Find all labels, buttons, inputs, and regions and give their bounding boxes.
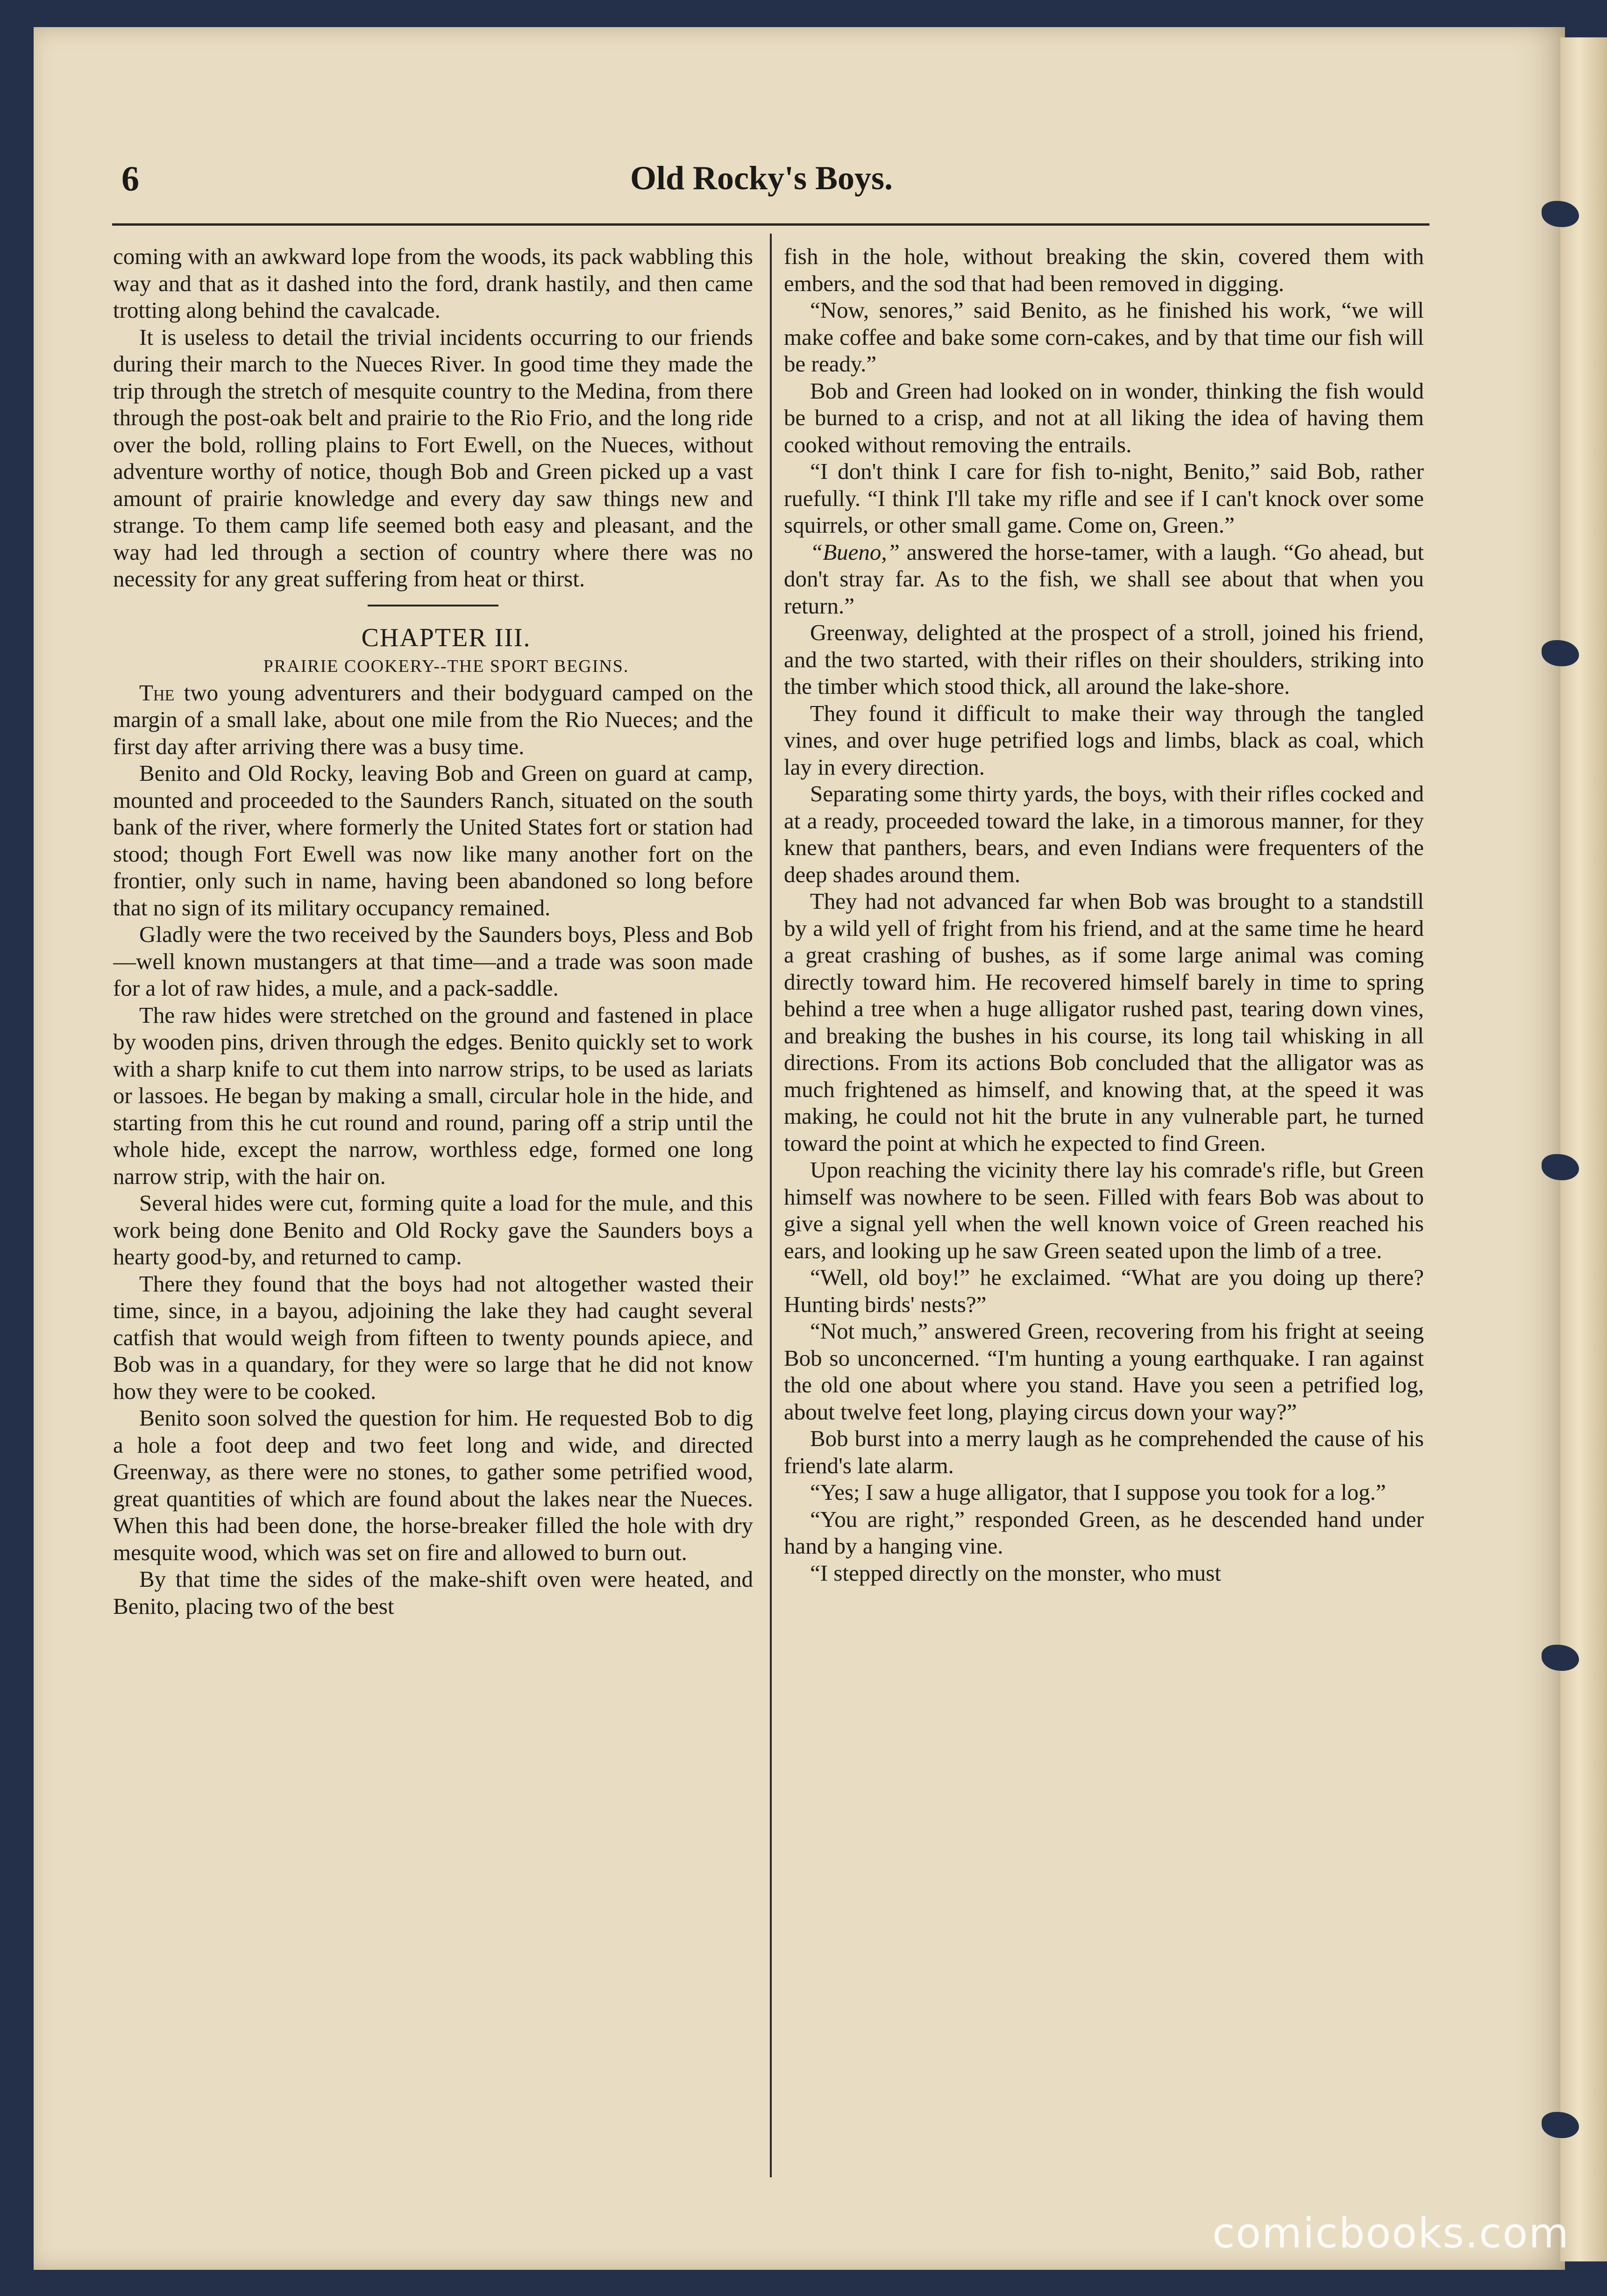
- paragraph: Benito soon solved the question for him. He requested Bob to dig a hole a foot deep and two feet long and wide, and directed Greenway, as there were no stones, to gather some petrified wood, great quantities of which are found about the lakes near the Nueces. When this had been done, the horse-breaker filled the hole with dry mesquite wood, which was set on fire and allowed to burn out.: [113, 1405, 753, 1565]
- paragraph: Several hides were cut, forming quite a load for the mule, and this work being done Benito and Old Rocky gave the Saunders boys a hearty good-by, and returned to camp.: [113, 1190, 753, 1269]
- paragraph: “Well, old boy!” he exclaimed. “What are you doing up there? Hunting birds' nests?”: [784, 1264, 1424, 1317]
- adjacent-page-edge: [1560, 37, 1607, 2261]
- paragraph: Separating some thirty yards, the boys, with their rifles cocked and at a ready, proceeded toward the lake, in a timorous manner, for they knew that panthers, bears, and even Indians were frequenters of the deep shades around them.: [784, 781, 1424, 887]
- paragraph: Bob and Green had looked on in wonder, thinking the fish would be burned to a crisp, and not at all liking the idea of having them cooked without removing the entrails.: [784, 378, 1424, 457]
- paragraph: “Yes; I saw a huge alligator, that I suppose you took for a log.”: [810, 1479, 1386, 1505]
- paragraph: “I don't think I care for fish to-night, Benito,” said Bob, rather ruefully. “I think I'll take my rifle and see if I can't knock over some squirrels, or other small game. Come on, Green.”: [784, 458, 1424, 538]
- section-break-rule: [368, 605, 498, 606]
- chapter-title: CHAPTER III.: [361, 623, 531, 652]
- paragraph: They found it difficult to make their way through the tangled vines, and over huge petrified logs and limbs, black as coal, which lay in every direction.: [784, 700, 1424, 780]
- paragraph: They had not advanced far when Bob was brought to a standstill by a wild yell of fright from his friend, and at the same time he heard a great crashing of bushes, as if some large animal was coming directly toward him. He recovered himself barely in time to spring behind a tree when a huge alligator rushed past, tearing down vines, and breaking the bushes in his course, its long tail whisking in all directions. From its actions Bob concluded that the alligator was as much frightened as himself, and knowing that, at the speed it was making, he could not hit the brute in any vulnerable part, he turned toward the point at which he expected to find Green.: [784, 888, 1424, 1156]
- paragraph: Upon reaching the vicinity there lay his comrade's rifle, but Green himself was nowhere to be seen. Filled with fears Bob was about to give a signal yell when the well known voice of Green reached his ears, and looking up he saw Green seated upon the limb of a tree.: [784, 1157, 1424, 1263]
- running-title: Old Rocky's Boys.: [630, 159, 893, 197]
- paragraph: The raw hides were stretched on the ground and fastened in place by wooden pins, driven through the edges. Benito quickly set to work with a sharp knife to cut them into narrow strips, to be used as lariats or lassoes. He began by making a small, circular hole in the hide, and starting from this he cut round and round, paring off a strip until the whole hide, except the narrow, worthless edge, formed one long narrow strip, with the hair on.: [113, 1002, 753, 1189]
- header-rule: [112, 223, 1429, 226]
- paragraph: Benito and Old Rocky, leaving Bob and Green on guard at camp, mounted and proceeded to the Saunders Ranch, situated on the south bank of the river, where formerly the United States fort or station had stood; though Fort Ewell was now like many another fort on the frontier, only such in name, having been abandoned so long before that no sign of its military occupancy remained.: [113, 760, 753, 920]
- paragraph: “Now, senores,” said Benito, as he finished his work, “we will make coffee and bake some corn-cakes, and by that time our fish will be ready.”: [784, 297, 1424, 377]
- paragraph: There they found that the boys had not altogether wasted their time, since, in a bayou, adjoining the lake they had caught several catfish that would weigh from fifteen to twenty pounds apiece, and Bob was in a quandary, for they were so large that he did not know how they were to be cooked.: [113, 1270, 753, 1404]
- paragraph: By that time the sides of the make-shift oven were heated, and Benito, placing two of the best: [113, 1566, 753, 1619]
- right-column: [784, 243, 1424, 2173]
- paragraph: Bob burst into a merry laugh as he comprehended the cause of his friend's late alarm.: [784, 1426, 1424, 1478]
- paragraph: [113, 679, 753, 760]
- page-number: 6: [121, 159, 139, 199]
- paragraph-text: answered the horse-tamer, with a laugh. “Go ahead, but don't stray far. As to the fish, we shall see about that when you return.”: [784, 539, 1424, 619]
- paragraph: coming with an awkward lope from the woods, its pack wabbling this way and that as it dashed into the ford, drank hastily, and then came trotting along behind the cavalcade.: [113, 243, 753, 323]
- left-column: [113, 243, 753, 2173]
- paragraph: “I stepped directly on the monster, who must: [810, 1560, 1221, 1586]
- paragraph: “Not much,” answered Green, recovering from his fright at seeing Bob so unconcerned. “I'm hunting a young earthquake. I ran against the old one about where you stand. Have you seen a petrified log, about twelve feet long, playing circus down your way?”: [784, 1318, 1424, 1425]
- paragraph: It is useless to detail the trivial incidents occurring to our friends during their march to the Nueces River. In good time they made the trip through the stretch of mesquite country to the Medina, from there through the post-oak belt and prairie to the Rio Frio, and the long ride over the bold, rolling plains to Fort Ewell, on the Nueces, without adventure worthy of notice, though Bob and Green picked up a vast amount of prairie knowledge and every day saw things new and strange. To them camp life seemed both easy and pleasant, and the way had led through a section of country where there was no necessity for any great suffering from heat or thirst.: [113, 324, 753, 592]
- paragraph-text: two young adventurers and their bodyguard camped on the margin of a small lake, about one mile from the Rio Nueces; and the first day after arriving there was a busy time.: [113, 679, 753, 759]
- watermark: comicbooks.com: [1212, 2209, 1570, 2257]
- page-header: [84, 159, 1439, 210]
- paragraph: Greenway, delighted at the prospect of a stroll, joined his friend, and the two started, with their rifles on their shoulders, striking into the timber which stood thick, all around the lake-shore.: [784, 620, 1424, 699]
- paragraph: [784, 539, 1424, 620]
- paragraph: fish in the hole, without breaking the skin, covered them with embers, and the sod that had been removed in digging.: [784, 243, 1424, 296]
- chapter-subtitle: PRAIRIE COOKERY--THE SPORT BEGINS.: [263, 656, 629, 676]
- column-divider: [770, 234, 772, 2177]
- lead-word: The: [139, 679, 175, 706]
- paragraph: “You are right,” responded Green, as he descended hand under hand by a hanging vine.: [784, 1506, 1424, 1559]
- italic-word: “Bueno,”: [810, 539, 900, 565]
- paragraph: Gladly were the two received by the Saunders boys, Pless and Bob—well known mustangers at that time—and a trade was soon made for a lot of raw hides, a mule, and a pack-saddle.: [113, 921, 753, 1001]
